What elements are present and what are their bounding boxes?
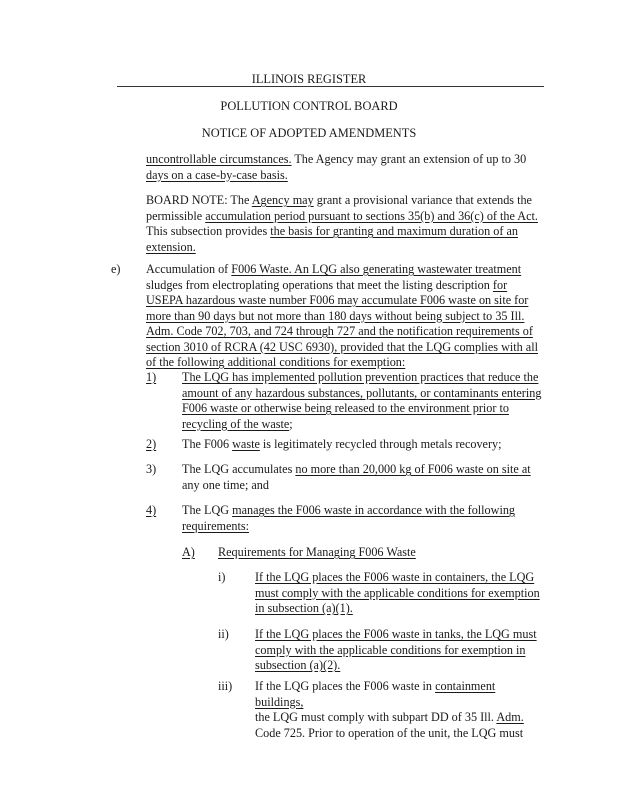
item-i-text: If the LQG places the F006 waste in containers, the LQG must comply with the applicable conditions for exemption in subsection (a)(1). <box>255 570 540 615</box>
item-2-text: The F006 waste is legitimately recycled through metals recovery; <box>182 437 502 451</box>
item-4-text: The LQG manages the F006 waste in accordance with the following requirements: <box>182 503 516 533</box>
section-e-label: e) <box>111 262 121 276</box>
board-note: BOARD NOTE: The Agency may grant a provisional variance that extends the permissible accumulation period pursuant to sections 35(b) and 36(c) of the Act. This subsection provides the basis for granting and maximum duration of an extension. <box>146 193 538 254</box>
item-a-title: Requirements for Managing F006 Waste <box>218 545 416 559</box>
item-iii-text: If the LQG places the F006 waste in containment buildings, the LQG must comply with subpart DD of 35 Ill. Adm. Code 725. Prior to operation of the unit, the LQG must <box>255 679 524 740</box>
header-rule <box>117 86 544 87</box>
item-1-label: 1) <box>146 370 157 384</box>
item-1-text: The LQG has implemented pollution prevention practices that reduce the amount of any hazardous substances, pollutants, or contaminants entering F006 waste or otherwise being released to the environment prior to recycling of the waste; <box>182 370 542 431</box>
item-ii-text: If the LQG places the F006 waste in tanks, the LQG must comply with the applicable conditions for exemption in subsection (a)(2). <box>255 627 537 672</box>
item-iii-label: iii) <box>218 679 233 693</box>
item-3-label: 3) <box>146 462 157 476</box>
board-title: POLLUTION CONTROL BOARD <box>220 99 398 113</box>
item-3-text: The LQG accumulates no more than 20,000 kg of F006 waste on site at any one time; and <box>182 462 531 492</box>
notice-title: NOTICE OF ADOPTED AMENDMENTS <box>201 126 417 140</box>
item-ii-label: ii) <box>218 627 229 641</box>
item-4-label: 4) <box>146 503 157 517</box>
register-title: ILLINOIS REGISTER <box>251 72 367 86</box>
item-2-label: 2) <box>146 437 157 451</box>
item-a-label: A) <box>182 545 195 559</box>
section-e-paragraph: Accumulation of F006 Waste. An LQG also generating wastewater treatment sludges from electroplating operations that meet the listing description for USEPA hazardous waste number F006 may accumulate F006 waste on site for more than 90 days but not more than 180 days without being subject to 35 Ill. Adm. Code 702, 703, and 724 through 727 and the notification requirements of section 3010 of RCRA (42 USC 6930), provided that the LQG complies with all of the following additional conditions for exemption: <box>146 262 538 369</box>
item-i-label: i) <box>218 570 226 584</box>
intro-paragraph: uncontrollable circumstances. The Agency may grant an extension of up to 30 days on a case-by-case basis. <box>146 152 527 182</box>
